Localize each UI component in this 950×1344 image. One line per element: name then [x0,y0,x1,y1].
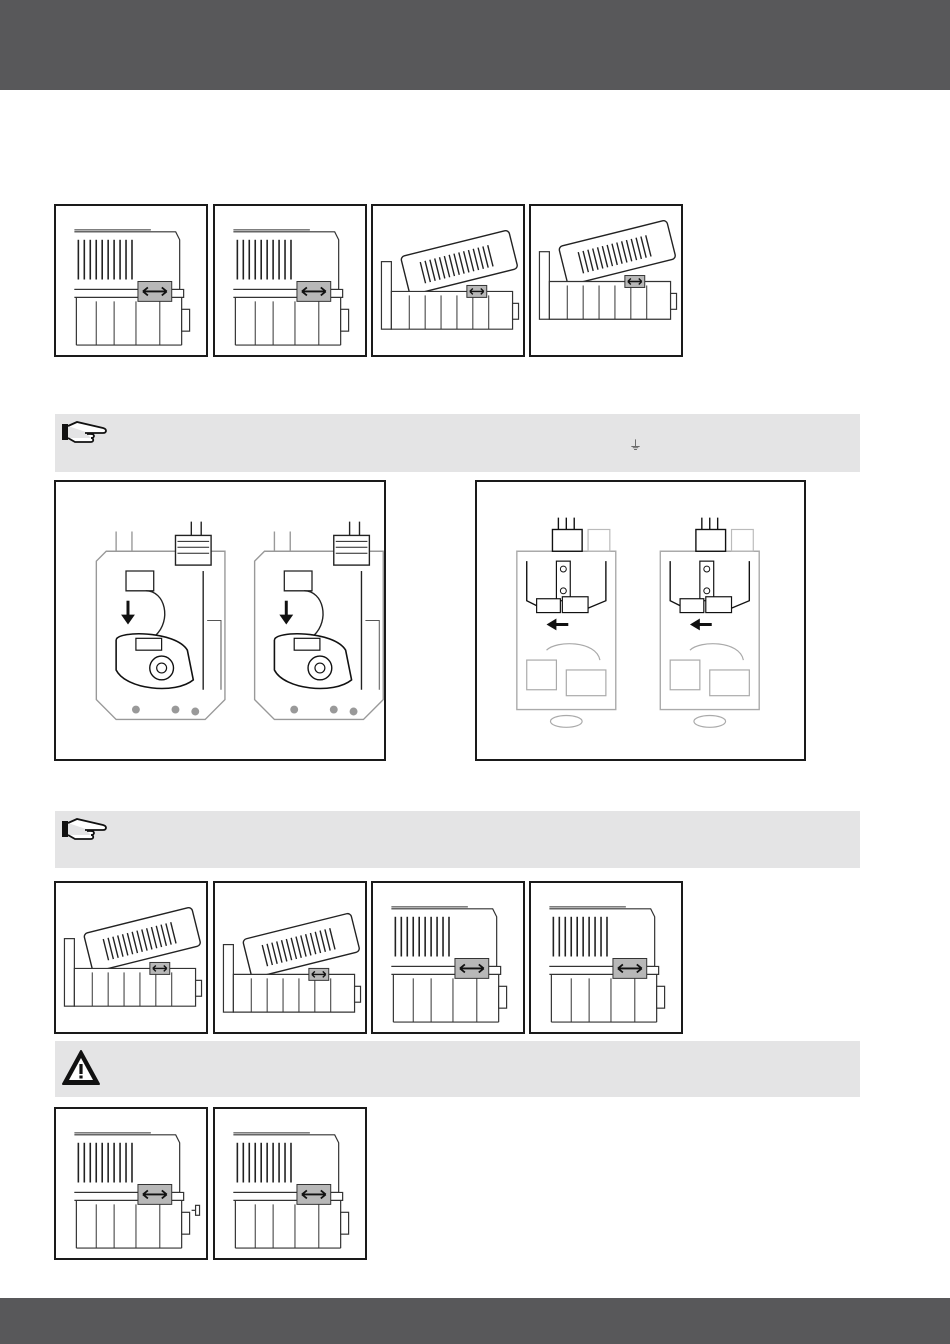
housing-open-wide-illustration [531,206,681,355]
figure-screw-1 [54,1107,208,1260]
warning-note [55,1041,860,1097]
footer-bar [0,1298,950,1344]
figure-cover-closed-2 [213,204,367,357]
housing-closed-illustration [531,883,681,1032]
pump-module-illustration [56,482,384,759]
pointing-hand-icon [61,418,109,448]
housing-closed-illustration [215,206,365,355]
housing-open-illustration [373,206,523,355]
figure-cover-closed-1 [54,204,208,357]
housing-with-screw-illustration [56,1109,206,1258]
figure-close-4 [529,881,683,1034]
figure-close-3 [371,881,525,1034]
figure-screw-2 [213,1107,367,1260]
housing-open-illustration [215,883,365,1032]
figure-cover-open-1 [371,204,525,357]
figure-close-1 [54,881,208,1034]
housing-open-wide-illustration [56,883,206,1032]
housing-closed-illustration [56,206,206,355]
earth-symbol: ⏚ [629,439,643,454]
figure-cover-open-2 [529,204,683,357]
pointing-hand-icon [61,815,109,845]
housing-closed-illustration [373,883,523,1032]
figure-interior-pump [54,480,386,761]
warning-triangle-icon [61,1049,101,1087]
figure-close-2 [213,881,367,1034]
connector-illustration [477,482,804,759]
hint-note-2 [55,811,860,868]
housing-closed-illustration [215,1109,365,1258]
hint-note-1 [55,414,860,472]
header-bar [0,0,950,90]
figure-interior-connector [475,480,806,761]
